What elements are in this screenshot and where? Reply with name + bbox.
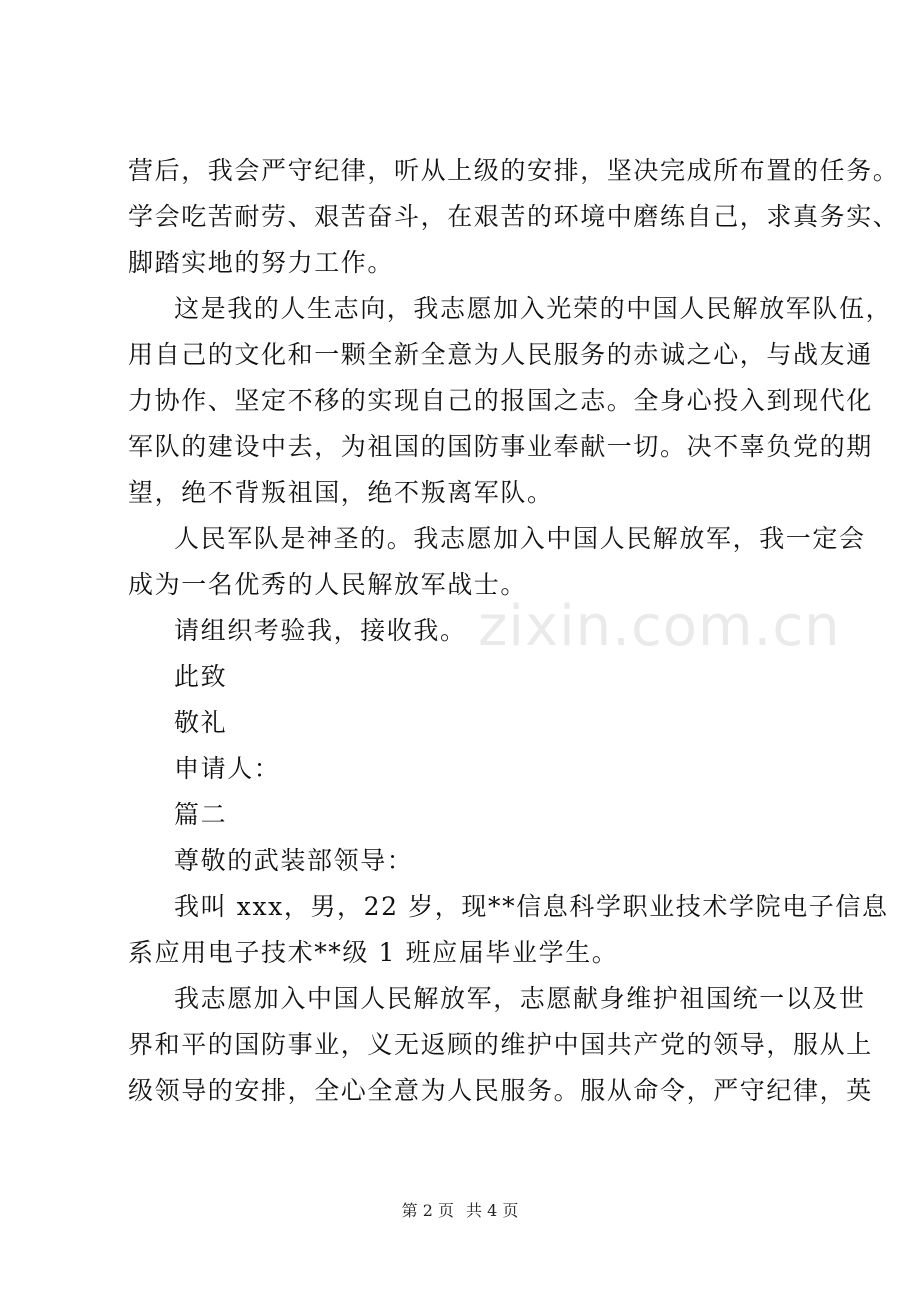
text-line: 我叫 xxx，男，22 岁，现**信息科学职业技术学院电子信息 <box>174 892 889 921</box>
text-line: 申请人： <box>174 754 281 783</box>
text-line: 学会吃苦耐劳、艰苦奋斗，在艰苦的环境中磨练自己，求真务实、 <box>128 202 900 231</box>
text-line: 这是我的人生志向，我志愿加入光荣的中国人民解放军队伍， <box>174 294 893 323</box>
text-line: 成为一名优秀的人民解放军战士。 <box>128 570 528 599</box>
text-line: 力协作、坚定不移的实现自己的报国之志。全身心投入到现代化 <box>128 386 873 415</box>
text-line: 界和平的国防事业，义无返顾的维护中国共产党的领导，服从上 <box>128 1030 873 1059</box>
text-line: 系应用电子技术**级 1 班应届毕业学生。 <box>128 938 619 967</box>
page-number: 第 2 页 <box>401 1201 454 1220</box>
watermark: zixin.com.cn <box>478 594 841 659</box>
text-line: 篇二 <box>174 800 228 829</box>
text-line: 人民军队是神圣的。我志愿加入中国人民解放军，我一定会 <box>174 524 866 553</box>
text-line: 此致 <box>174 662 228 691</box>
text-line: 级领导的安排，全心全意为人民服务。服从命令，严守纪律，英 <box>128 1076 873 1105</box>
text-line: 用自己的文化和一颗全新全意为人民服务的赤诚之心，与战友通 <box>128 340 873 369</box>
text-line: 请组织考验我，接收我。 <box>174 616 467 645</box>
text-line: 军队的建设中去，为祖国的国防事业奉献一切。决不辜负党的期 <box>128 432 873 461</box>
page-total: 共 4 页 <box>466 1201 519 1220</box>
text-line: 我志愿加入中国人民解放军，志愿献身维护祖国统一以及世 <box>174 984 866 1013</box>
text-line: 敬礼 <box>174 708 228 737</box>
text-line: 营后，我会严守纪律，听从上级的安排，坚决完成所布置的任务。 <box>128 156 900 185</box>
text-line: 望，绝不背叛祖国，绝不叛离军队。 <box>128 478 554 507</box>
text-line: 尊敬的武装部领导： <box>174 846 414 875</box>
page-footer <box>0 1199 920 1223</box>
text-line: 脚踏实地的努力工作。 <box>128 248 395 277</box>
